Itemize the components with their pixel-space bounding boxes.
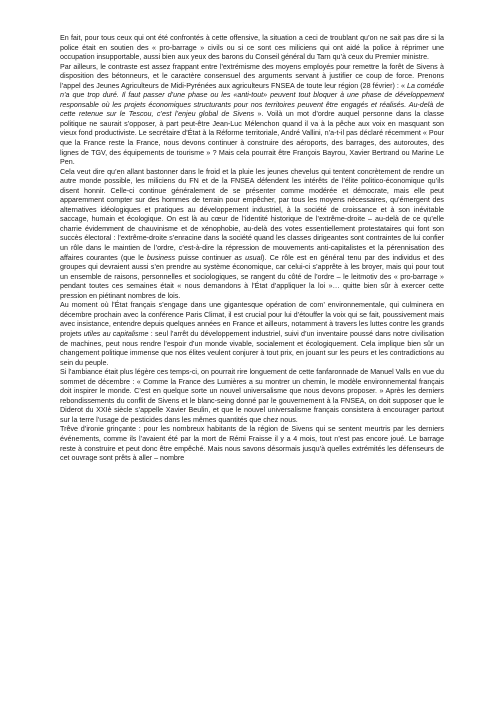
- text-run: ». Voilà un mot d’ordre auquel personne dans la classe politique ne saurait s’opposer, à part peut-être Jean-Luc Mélenchon quand il va à la pêche aux voix en masquant son vieux fond productiviste. Le secrétaire d’État à la Réforme territoriale, André Vallini, n’a-t-il pas déclaré récemment « Pour que la France reste la France, nous devons continuer à construire des aéroports, des barrages, des autoroutes, des lignes de TGV, des équipements de tourisme » ? Mais cela pourrait être François Bayrou, Xavier Bertrand ou Marine Le Pen.: [60, 110, 444, 167]
- paragraph-4: [60, 301, 444, 368]
- italic-term: as usual: [234, 253, 263, 262]
- text-run: Si l’ambiance était plus légère ces temps-ci, on pourrait rire longuement de cette fanfaronnade de Manuel Valls en vue du sommet de décembre : « Comme la France des Lumières a su montrer un chemin, le modèle environnemental français doit inspirer le monde. C’est en quelque sorte un nouvel universalisme que nous devons proposer. » Après les derniers rebondissements du conflit de Sivens et le blanc-seing donné par le gouvernement à la FNSEA, on doit supposer que le Diderot du XXIè siècle s’appelle Xavier Beulin, et que le nouvel universalisme français consistera à encourager partout sur la terre l’usage de pesticides dans les mêmes quantités que chez nous.: [60, 368, 444, 424]
- paragraph-2: [60, 63, 444, 168]
- text-run: Trêve d’ironie grinçante : pour les nombreux habitants de la région de Sivens qui se sentent meurtris par les derniers événements, comme ils l’avaient été par la mort de Rémi Fraisse il y a 4 mois, tout n’est pas encore joué. Le barrage reste à construire et peut donc être empêché. Mais nous savons désormais jusqu’à quelles extrémités les défenseurs de cet ouvrage sont prêts à aller – nombre: [60, 425, 444, 463]
- text-run: Par ailleurs, le contraste est assez frappant entre l’extrémisme des moyens employés pour remettre la forêt de Sivens à disposition des bétonneurs, et le caractère consensuel des arguments servant à justifier ce coup de force. Prenons l’appel des Jeunes Agriculteurs de Midi-Pyrénées aux agriculteurs FNSEA de toute leur région (28 février) : «: [60, 62, 444, 90]
- paragraph-3: [60, 168, 444, 302]
- quote-italic: La comédie n’a que trop duré. Il faut passer d’une phase ou les «anti-tout» peuvent tout bloquer à une phase de développement responsable où les projets économiques structurants pour nos territoires peuvent être engagés et réalisés. Au-delà de cette retenue sur le Tescou, c’est l’enjeu global de Sivens: [60, 81, 444, 119]
- paragraph-5: [60, 368, 444, 425]
- paragraph-1: [60, 34, 444, 63]
- text-run: ). Ce rôle est en général tenu par des individus et des groupes qui devraient aussi s’en prendre au système économique, car celui-ci s’apprête à les broyer, mais qui pour tout un ensemble de raisons, personnelles et sociologiques, se rangent du côté de l’ordre – le leitmotiv des « pro-barrage » pendant toutes ces semaines était « nous demandons à l’État d’appliquer la loi »… quitte bien sûr à exercer cette pression en piétinant nombres de lois.: [60, 253, 444, 300]
- document-body: [60, 34, 444, 464]
- italic-term: utiles au capitalisme: [83, 329, 149, 338]
- text-run: Cela veut dire qu’en allant bastonner dans le froid et la pluie les jeunes chevelus qui tentent concrètement de rendre un autre monde possible, les miliciens du FN et de la FNSEA défendent les intérêts de l’élite politico-économique qu’ils disent honnir. Celle-ci continue généralement de se présenter comme modérée et démocrate, mais elle peut apparemment compter sur des hommes de terrain pour empêcher, par tous les moyens nécessaires, qu’émergent des alternatives idéologiques et pratiques au développement industriel, à la société de croissance et à son inévitable saccage, humain et écologique. On est là au cœur de l’identité historique de l’extrême-droite – au-delà de ce qu’elle charrie évidemment de chauvinisme et de xénophobie, au-delà des votes essentiellement protestataires qui font son succès électoral : l’extrême-droite s’enracine dans la société quand les classes dirigeantes sont contraintes de lui confier un rôle dans le maintien de l’ordre, c’est-à-dire la répression de mouvements anti-capitalistes et la pérennisation des affaires courantes (que le: [60, 167, 444, 262]
- italic-term: business: [146, 253, 176, 262]
- text-run: Au moment où l’État français s’engage dans une gigantesque opération de com’ environnementale, qui culminera en décembre prochain avec la conférence Paris Climat, il est crucial pour lui d’étouffer la voix qui se fait, poussivement mais avec insistance, entendre depuis quelques années en France et ailleurs, notamment à travers les luttes contre les grands projets: [60, 301, 444, 338]
- text-run: En fait, pour tous ceux qui ont été confrontés à cette offensive, la situation a ceci de troublant qu’on ne sait pas dire si la police était en soutien des « pro-barrage » civils ou si ce sont ces miliciens qui ont aidé la police à réprimer une occupation insupportable, aussi bien aux yeux des barons du Conseil général du Tarn qu’à ceux du Premier ministre.: [60, 34, 444, 62]
- paragraph-6: [60, 425, 444, 463]
- text-run: puisse continuer: [175, 253, 235, 262]
- text-run: : seul l’arrêt du développement industriel, suivi d’un inventaire poussé dans notre civilisation de machines, peut nous rendre l’espoir d’un monde vivable, socialement et écologiquement. Cela implique bien sûr un changement politique immense que nos élites veulent conjurer à tout prix, en jouant sur les peurs et les contradictions au sein du peuple.: [60, 329, 445, 367]
